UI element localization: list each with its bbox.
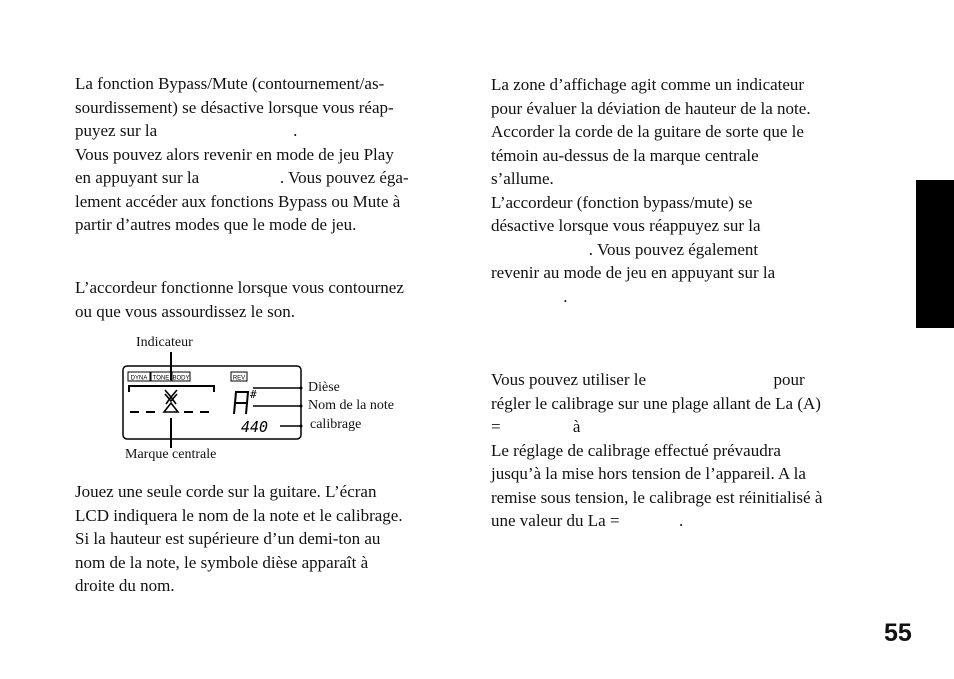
text-line: Vous pouvez alors revenir en mode de jeu Play	[75, 144, 394, 164]
text-line: LCD indiquera le nom de la note et le calibrage.	[75, 505, 403, 525]
lcd-calibration-value: 440	[241, 418, 269, 436]
page-number: 55	[884, 619, 912, 647]
label-indicator: Indicateur	[136, 335, 193, 350]
lcd-tag-body: BODY	[172, 375, 190, 382]
right-paragraph-calibration	[491, 368, 822, 533]
text-line: remise sous tension, le calibrage est réinitialisé à	[491, 487, 823, 507]
text-line: L’accordeur (fonction bypass/mute) se	[491, 192, 753, 212]
text-line: puyez sur la .	[75, 121, 298, 140]
text-line: Vous pouvez utiliser le pour	[491, 370, 805, 389]
text-line: témoin au-dessus de la marque centrale	[491, 145, 759, 165]
label-calibration: calibrage	[310, 417, 362, 432]
text-line: L’accordeur fonctionne lorsque vous contournez	[75, 278, 404, 297]
lcd-tag-rev: REV	[232, 375, 246, 382]
text-line: Le réglage de calibrage effectué prévaudra	[491, 440, 781, 460]
text-line: jusqu’à la mise hors tension de l’appareil. A la	[491, 464, 806, 483]
label-note-name: Nom de la note	[308, 398, 394, 413]
text-line: Jouez une seule corde sur la guitare. L’écran	[75, 482, 377, 501]
label-center-mark: Marque centrale	[125, 447, 217, 462]
chapter-tab	[916, 180, 954, 328]
text-line: ou que vous assourdissez le son.	[75, 301, 296, 321]
text-line: s’allume.	[491, 169, 554, 188]
text-line: en appuyant sur la . Vous pouvez éga-	[75, 168, 409, 187]
text-line: sourdissement) se désactive lorsque vous réap-	[75, 97, 394, 117]
right-paragraph-display	[491, 73, 811, 308]
text-line: lement accéder aux fonctions Bypass ou Mute à	[75, 191, 401, 211]
text-line: Accorder la corde de la guitare de sorte que le	[491, 122, 804, 141]
lcd-bracket	[129, 386, 214, 392]
lcd-tag-tone: TONE	[152, 375, 170, 382]
lcd-note-name	[234, 392, 248, 414]
text-line: une valeur du La = .	[491, 511, 684, 530]
label-sharp: Dièse	[308, 380, 340, 395]
text-line: nom de la note, le symbole dièse apparaît à	[75, 552, 369, 572]
text-line: Si la hauteur est supérieure d’un demi-ton au	[75, 529, 381, 548]
text-line: pour évaluer la déviation de hauteur de la note.	[491, 98, 811, 118]
text-line: = à	[491, 417, 581, 436]
lcd-sharp-symbol: #	[250, 388, 257, 401]
text-line: régler le calibrage sur une plage allant de La (A)	[491, 393, 821, 413]
text-line: droite du nom.	[75, 576, 175, 595]
text-line: .	[491, 286, 568, 306]
text-line: partir d’autres modes que le mode de jeu.	[75, 215, 357, 234]
text-line: La fonction Bypass/Mute (contournement/as-	[75, 74, 385, 93]
lcd-tag-dyna: DYNA	[130, 375, 148, 382]
text-line: . Vous pouvez également	[491, 239, 759, 259]
lcd-center-segment	[164, 390, 178, 412]
text-line: désactive lorsque vous réappuyez sur la	[491, 216, 761, 235]
text-line: revenir au mode de jeu en appuyant sur la	[491, 263, 776, 282]
text-line: La zone d’affichage agit comme un indicateur	[491, 75, 805, 94]
